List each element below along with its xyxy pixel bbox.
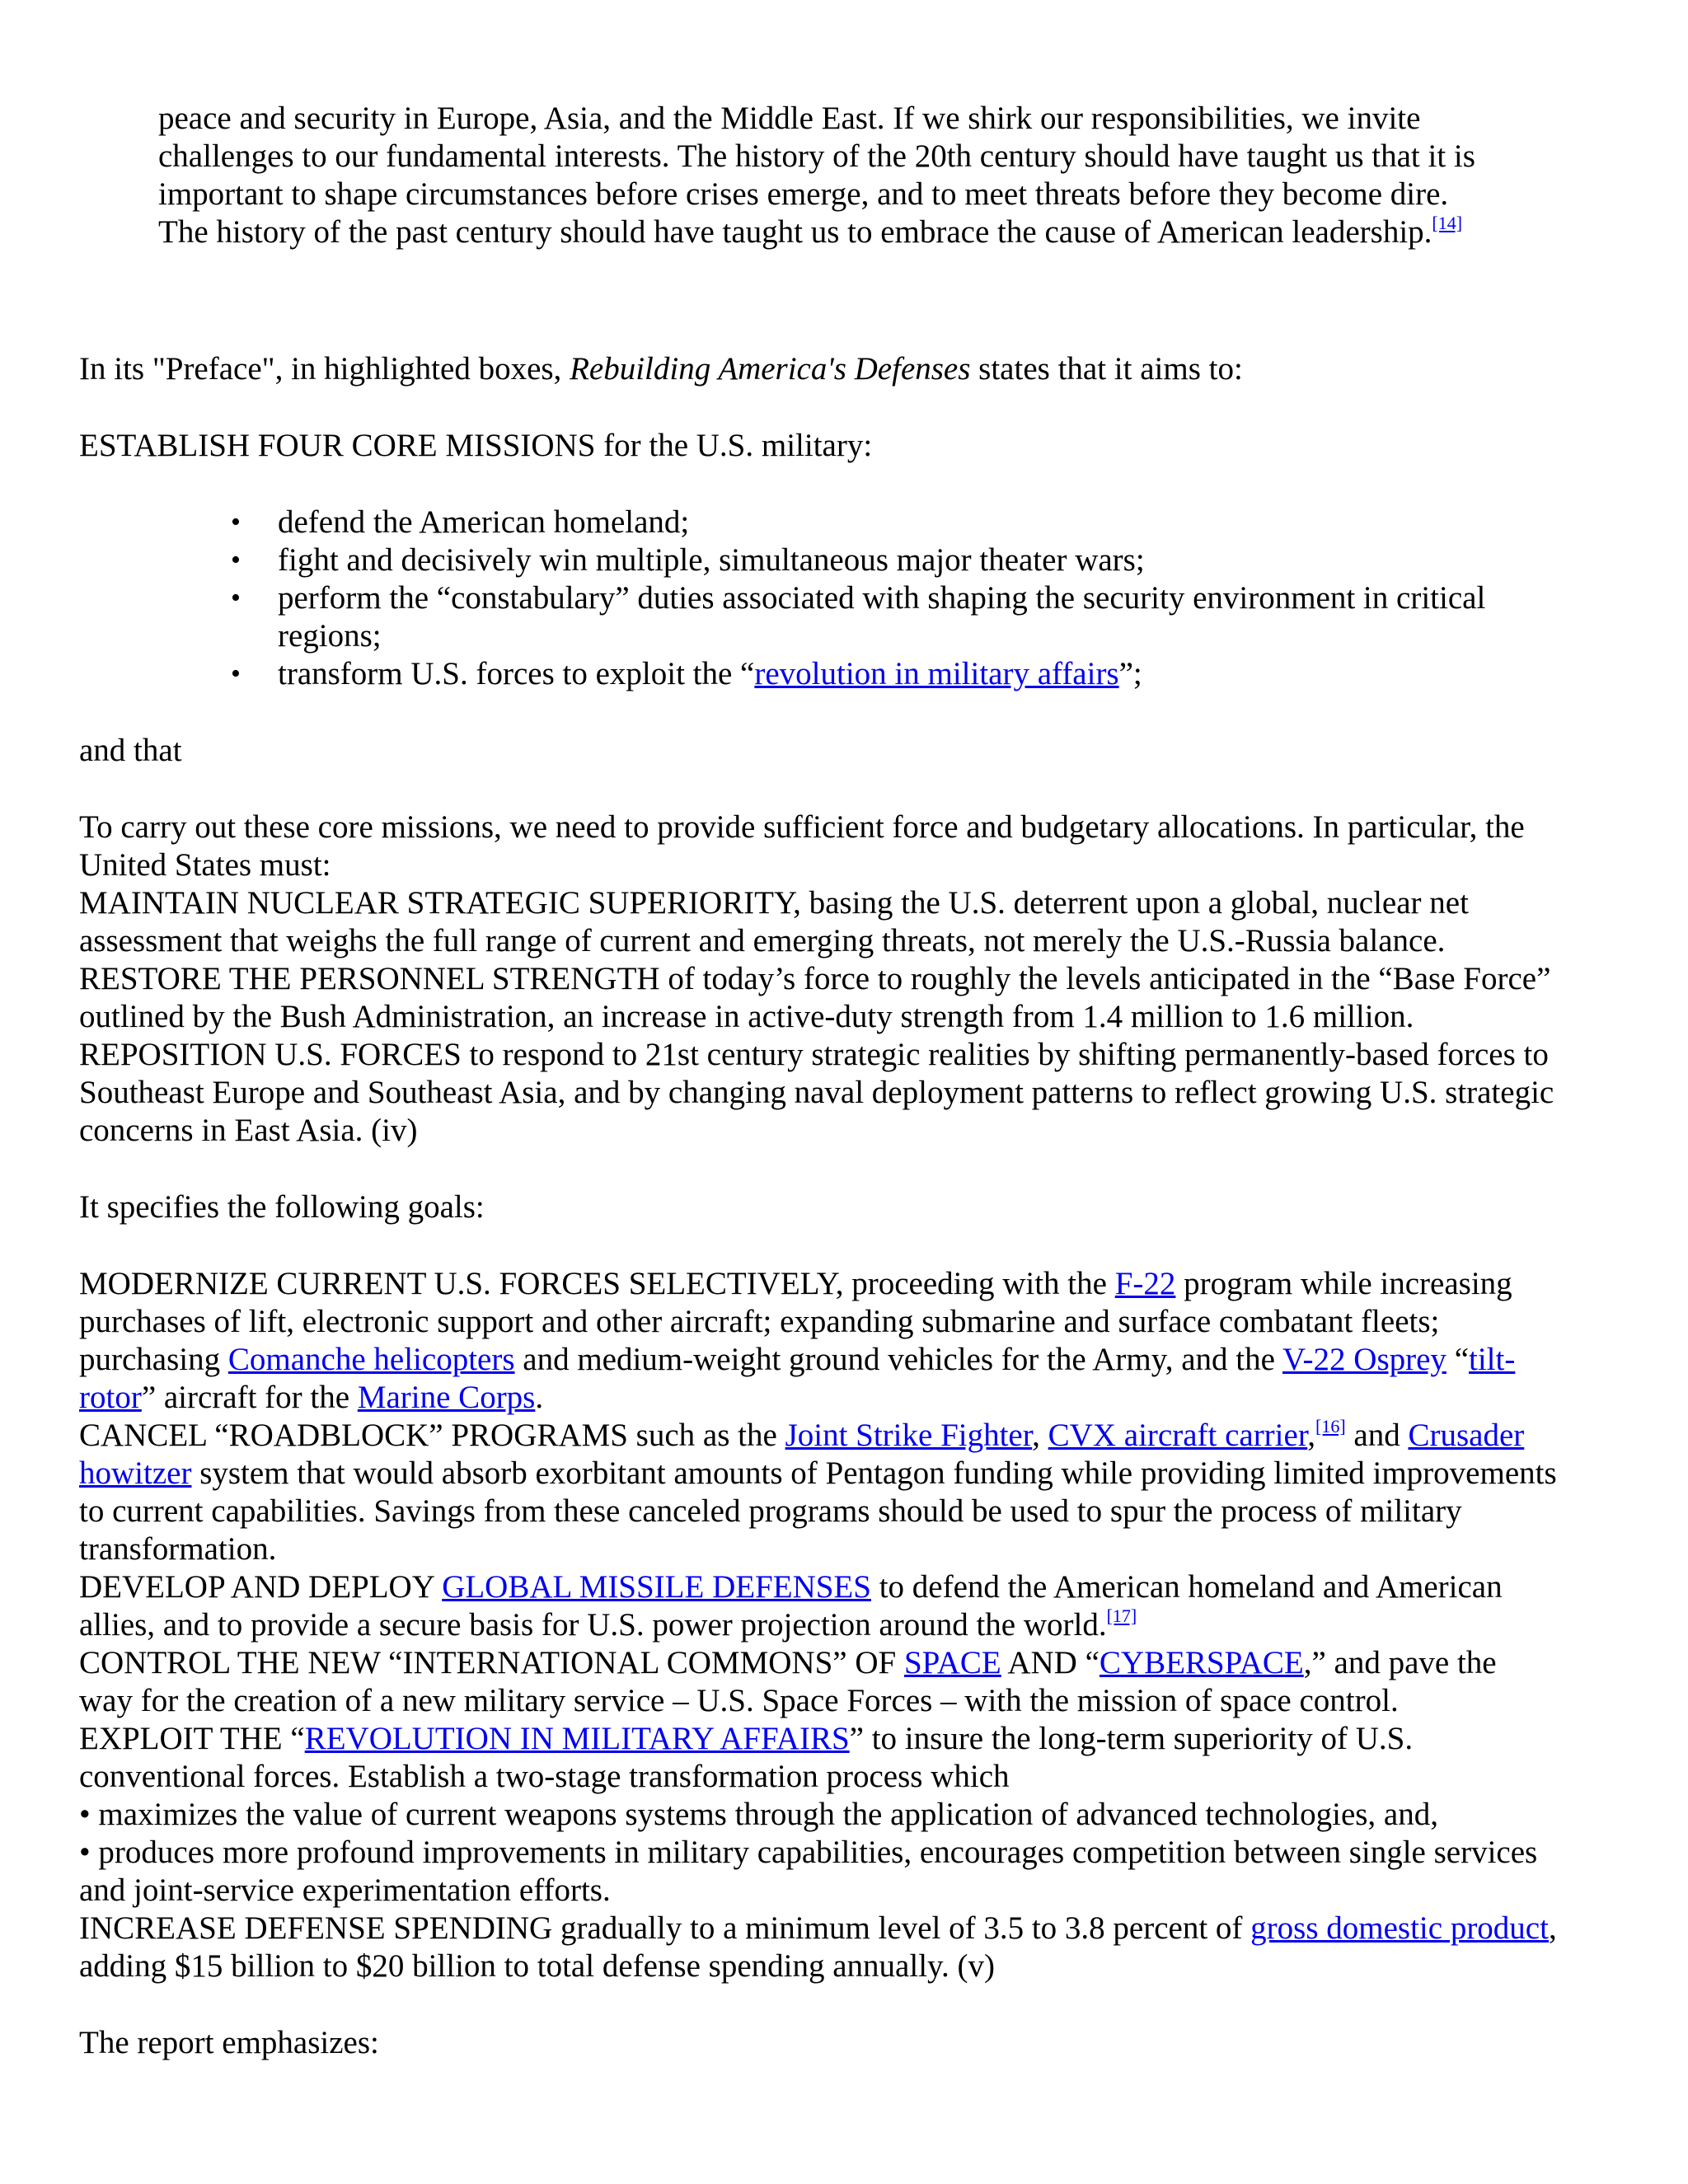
jsf-link[interactable]: Joint Strike Fighter [785,1418,1033,1453]
goal-1-prefix: MODERNIZE CURRENT U.S. FORCES SELECTIVELY, proceeding with the [79,1266,1115,1301]
mission-4 [278,655,1142,693]
v22-osprey-link[interactable]: V-22 Osprey [1282,1342,1447,1377]
goal-5-comma-2: , [1307,1418,1315,1453]
mission-1: defend the American homeland; [278,504,690,540]
goal-11-middle: AND “ [1001,1645,1100,1680]
goal-4-period: . [535,1380,544,1415]
mission-4-prefix: transform U.S. forces to exploit the “ [278,656,755,691]
goal-line-2: purchases of lift, electronic support and other aircraft; expanding submarine and surface combatant fleets; [79,1304,1440,1339]
and-that: and that [79,733,182,768]
tiltrotor-link-cont[interactable]: rotor [79,1380,142,1415]
rma-caps-link[interactable]: REVOLUTION IN MILITARY AFFAIRS [304,1721,850,1756]
goal-line-13 [79,1720,1413,1758]
goal-line-15: • maximizes the value of current weapons systems through the application of advanced technologies, and, [79,1797,1438,1832]
goal-line-5 [79,1417,1524,1455]
goal-5-prefix: CANCEL “ROADBLOCK” PROGRAMS such as the [79,1418,785,1453]
footnote-16-link[interactable]: [16] [1315,1416,1346,1436]
marine-corps-link[interactable]: Marine Corps [357,1380,536,1415]
goal-line-1 [79,1265,1512,1303]
goal-3-middle: and medium-weight ground vehicles for the Army, and the [514,1342,1282,1377]
goal-line-9 [79,1568,1503,1606]
goal-line-7: to current capabilities. Savings from these canceled programs should be used to spur the process of military [79,1493,1462,1529]
goal-13-suffix: ” to insure the long-term superiority of U.S. [849,1721,1414,1756]
goal-10-text: allies, and to provide a secure basis for U.S. power projection around the world. [79,1607,1107,1643]
preface-intro-suffix: states that it aims to: [970,351,1243,387]
goal-5-and: and [1345,1418,1409,1453]
rma-link[interactable]: revolution in military affairs [754,656,1119,691]
goal-4-middle: ” aircraft for the [141,1380,358,1415]
goal-line-19: adding $15 billion to $20 billion to total defense spending annually. (v) [79,1948,995,1984]
goal-line-10 [79,1606,1137,1644]
report-title: Rebuilding America's Defenses [570,351,971,387]
quote-line-3: important to shape circumstances before crises emerge, and to meet threats before they become dire. [158,176,1449,212]
core-line-2: United States must: [79,847,331,883]
core-line-9: concerns in East Asia. (iv) [79,1113,418,1148]
establish-heading: ESTABLISH FOUR CORE MISSIONS for the U.S. military: [79,428,873,463]
mission-2: fight and decisively win multiple, simultaneous major theater wars; [278,542,1145,578]
f22-link[interactable]: F-22 [1114,1266,1176,1301]
mission-4-suffix: ”; [1118,656,1142,691]
goal-9-prefix: DEVELOP AND DEPLOY [79,1569,443,1605]
goal-3-prefix: purchasing [79,1342,228,1377]
bullet-icon: • [231,507,241,537]
core-line-4: assessment that weighs the full range of current and emerging threats, not merely the U.S.-Russia balance. [79,923,1446,958]
goal-line-16: • produces more profound improvements in military capabilities, encourages competition between single services [79,1835,1538,1870]
missile-defenses-link[interactable]: GLOBAL MISSILE DEFENSES [442,1569,871,1605]
core-line-8: Southeast Europe and Southeast Asia, and by changing naval deployment patterns to reflect growing U.S. strategic [79,1075,1554,1110]
goal-5-comma: , [1032,1418,1048,1453]
cvx-link[interactable]: CVX aircraft carrier [1048,1418,1308,1453]
goal-line-17: and joint-service experimentation efforts. [79,1872,611,1908]
goal-line-6 [79,1455,1557,1493]
bullet-icon: • [231,583,241,613]
report-emphasizes: The report emphasizes: [79,2025,379,2060]
core-line-6: outlined by the Bush Administration, an increase in active-duty strength from 1.4 million to 1.6 million. [79,999,1414,1034]
goal-3-quote: “ [1446,1342,1469,1377]
goal-18-prefix: INCREASE DEFENSE SPENDING gradually to a minimum level of 3.5 to 3.8 percent of [79,1910,1251,1946]
goals-intro: It specifies the following goals: [79,1189,485,1225]
goal-11-prefix: CONTROL THE NEW “INTERNATIONAL COMMONS” OF [79,1645,904,1680]
mission-3-line-1: perform the “constabulary” duties associated with shaping the security environment in critical [278,580,1486,616]
goal-line-11 [79,1644,1497,1682]
bullet-icon: • [231,545,241,575]
goal-6-text: system that would absorb exorbitant amounts of Pentagon funding while providing limited improvements [191,1455,1557,1491]
goal-13-prefix: EXPLOIT THE “ [79,1721,305,1756]
goal-11-suffix: ,” and pave the [1303,1645,1497,1680]
bullet-icon: • [231,658,241,689]
goal-9-suffix: to defend the American homeland and American [870,1569,1503,1605]
goal-line-8: transformation. [79,1531,277,1567]
quote-line-4 [158,213,1462,251]
mission-3-line-2: regions; [278,618,382,654]
goal-18-suffix: , [1548,1910,1557,1946]
goal-1-suffix: program while increasing [1175,1266,1512,1301]
core-line-7: REPOSITION U.S. FORCES to respond to 21st century strategic realities by shifting permanently-based forces to [79,1037,1549,1072]
gdp-link[interactable]: gross domestic product [1250,1910,1549,1946]
core-line-5: RESTORE THE PERSONNEL STRENGTH of today’s force to roughly the levels anticipated in the “Base Force” [79,961,1551,996]
goal-line-4 [79,1379,543,1417]
preface-intro-prefix: In its "Preface", in highlighted boxes, [79,351,570,387]
preface-intro [79,350,1243,388]
crusader-link[interactable]: Crusader [1408,1418,1525,1453]
quote-line-2: challenges to our fundamental interests. The history of the 20th century should have taught us that it is [158,138,1475,174]
quote-line-4-text: The history of the past century should have taught us to embrace the cause of American leadership. [158,214,1432,250]
cyberspace-link[interactable]: CYBERSPACE [1099,1645,1304,1680]
footnote-14-link[interactable]: [14] [1432,213,1463,233]
comanche-link[interactable]: Comanche helicopters [227,1342,515,1377]
tiltrotor-link[interactable]: tilt- [1469,1342,1516,1377]
howitzer-link[interactable]: howitzer [79,1455,192,1491]
goal-line-3 [79,1341,1515,1379]
core-line-3: MAINTAIN NUCLEAR STRATEGIC SUPERIORITY, basing the U.S. deterrent upon a global, nuclear net [79,885,1469,921]
goal-line-14: conventional forces. Establish a two-stage transformation process which [79,1759,1010,1794]
space-link[interactable]: SPACE [903,1645,1001,1680]
goal-line-12: way for the creation of a new military service – U.S. Space Forces – with the mission of space control. [79,1683,1399,1718]
quote-line-1: peace and security in Europe, Asia, and the Middle East. If we shirk our responsibilities, we invite [158,101,1421,136]
goal-line-18 [79,1910,1557,1947]
core-line-1: To carry out these core missions, we need to provide sufficient force and budgetary allocations. In particular, the [79,809,1525,845]
footnote-17-link[interactable]: [17] [1106,1605,1137,1626]
